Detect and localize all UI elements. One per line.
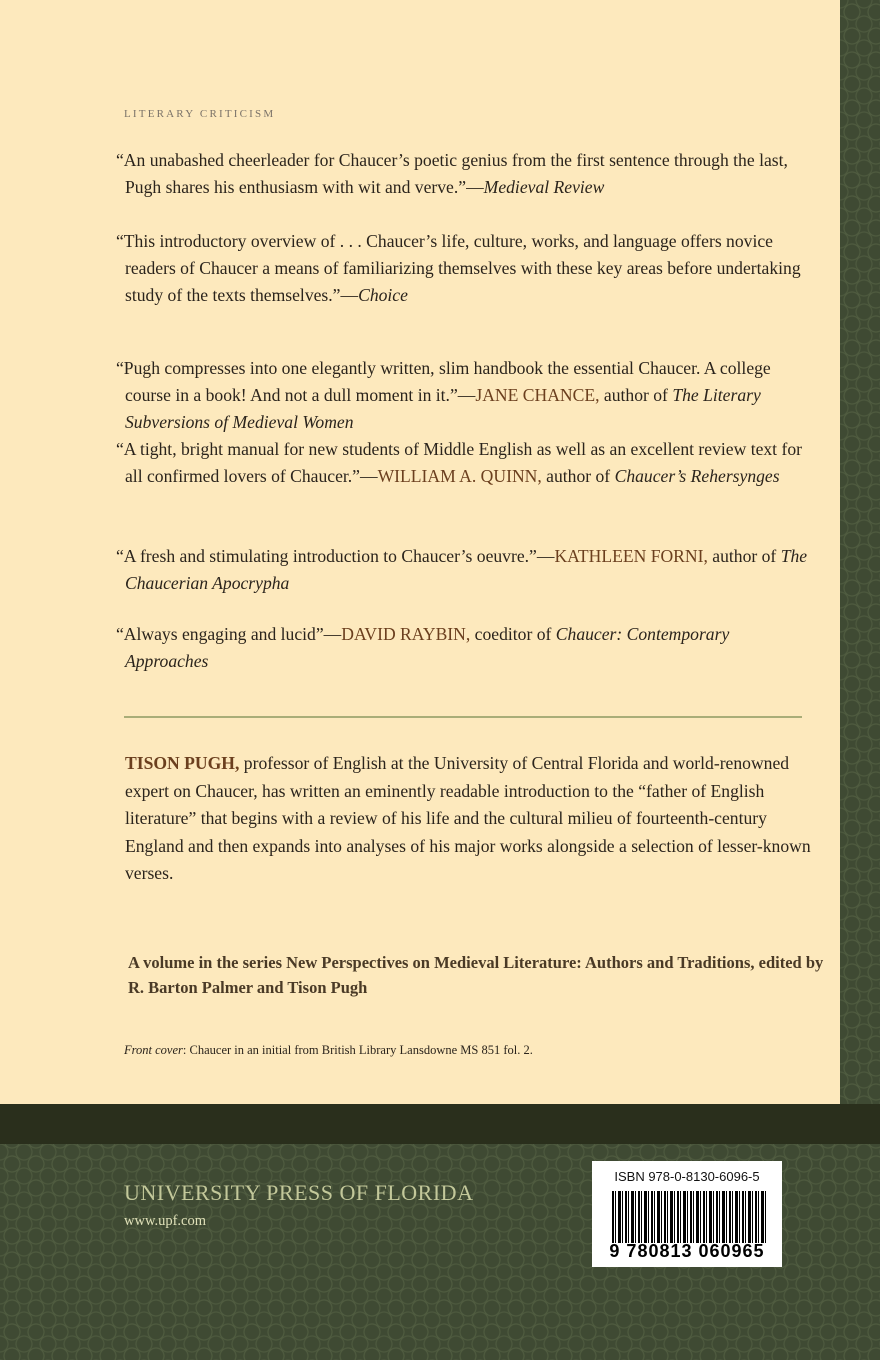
blurb-author-work: Chaucer: Contemporary Approaches (125, 624, 730, 671)
blurb-2 (116, 228, 815, 309)
section-divider (124, 716, 802, 718)
cover-credit (124, 1043, 533, 1058)
barcode-digits: 9 780813 060965 (609, 1241, 765, 1261)
blurb-quote: “Pugh compresses into one elegantly written, slim handbook the essential Chaucer. A college course in a book! And not a dull moment in it.”— (116, 358, 771, 405)
bio-text: professor of English at the University of Central Florida and world-renowned expert on Chaucer, has written an eminently readable introduction to the “father of English literature” that begins with a review of his life and the cultural milieu of fourteenth-century England and then expands into analyses of his major works alongside a selection of lesser-known verses. (125, 753, 811, 883)
blurb-author-name: JANE CHANCE, (475, 385, 600, 405)
blurb-quote: “A tight, bright manual for new students of Middle English as well as an excellent review text for all confirmed lovers of Chaucer.”— (116, 439, 802, 486)
blurb-author-role: author of (707, 546, 781, 566)
blurb-1 (116, 147, 815, 201)
blurb-author-name: KATHLEEN FORNI, (554, 546, 708, 566)
dark-band (0, 1104, 880, 1144)
blurb-source: Choice (358, 285, 408, 305)
publisher-website: www.upf.com (124, 1213, 207, 1229)
bio-author-name: TISON PUGH, (125, 753, 240, 773)
blurb-author-role: author of (541, 466, 615, 486)
isbn-barcode (592, 1161, 782, 1267)
blurb-author-name: DAVID RAYBIN, (341, 624, 471, 644)
blurb-author-role: coeditor of (470, 624, 556, 644)
blurb-author-role: author of (599, 385, 673, 405)
blurb-source: Medieval Review (483, 177, 605, 197)
blurb-3 (116, 355, 815, 436)
blurb-author-work: The Chaucerian Apocrypha (125, 546, 808, 593)
blurb-quote: “Always engaging and lucid”— (116, 624, 342, 644)
blurb-quote: “An unabashed cheerleader for Chaucer’s poetic genius from the first sentence through the last, Pugh shares his enthusiasm with wit and verve.”— (116, 150, 788, 197)
series-note: A volume in the series New Perspectives on Medieval Literature: Authors and Traditions, edited by R. Barton Palmer and Tison Pugh (128, 953, 824, 997)
blurb-5 (116, 543, 815, 597)
blurb-quote: “A fresh and stimulating introduction to Chaucer’s oeuvre.”— (116, 546, 555, 566)
isbn-number: ISBN 978-0-8130-6096-5 (614, 1169, 760, 1184)
blurb-quote: “This introductory overview of . . . Chaucer’s life, culture, works, and language offers novice readers of Chaucer a means of familiarizing themselves with these key areas before undertaking study of the texts themselves.”— (116, 231, 801, 305)
cover-credit-text: : Chaucer in an initial from British Library Lansdowne MS 851 fol. 2. (182, 1043, 533, 1057)
blurb-author-work: Chaucer’s Rehersynges (614, 466, 780, 486)
author-bio (116, 750, 825, 888)
blurb-author-work: The Literary Subversions of Medieval Women (125, 385, 761, 432)
publisher-name: UNIVERSITY PRESS OF FLORIDA (124, 1180, 474, 1205)
blurb-author-name: WILLIAM A. QUINN, (377, 466, 542, 486)
blurb-4 (116, 436, 815, 490)
cover-credit-label: Front cover (124, 1043, 183, 1057)
blurb-6 (116, 621, 815, 675)
barcode-bars-icon (612, 1191, 767, 1243)
category-label: LITERARY CRITICISM (124, 108, 276, 120)
